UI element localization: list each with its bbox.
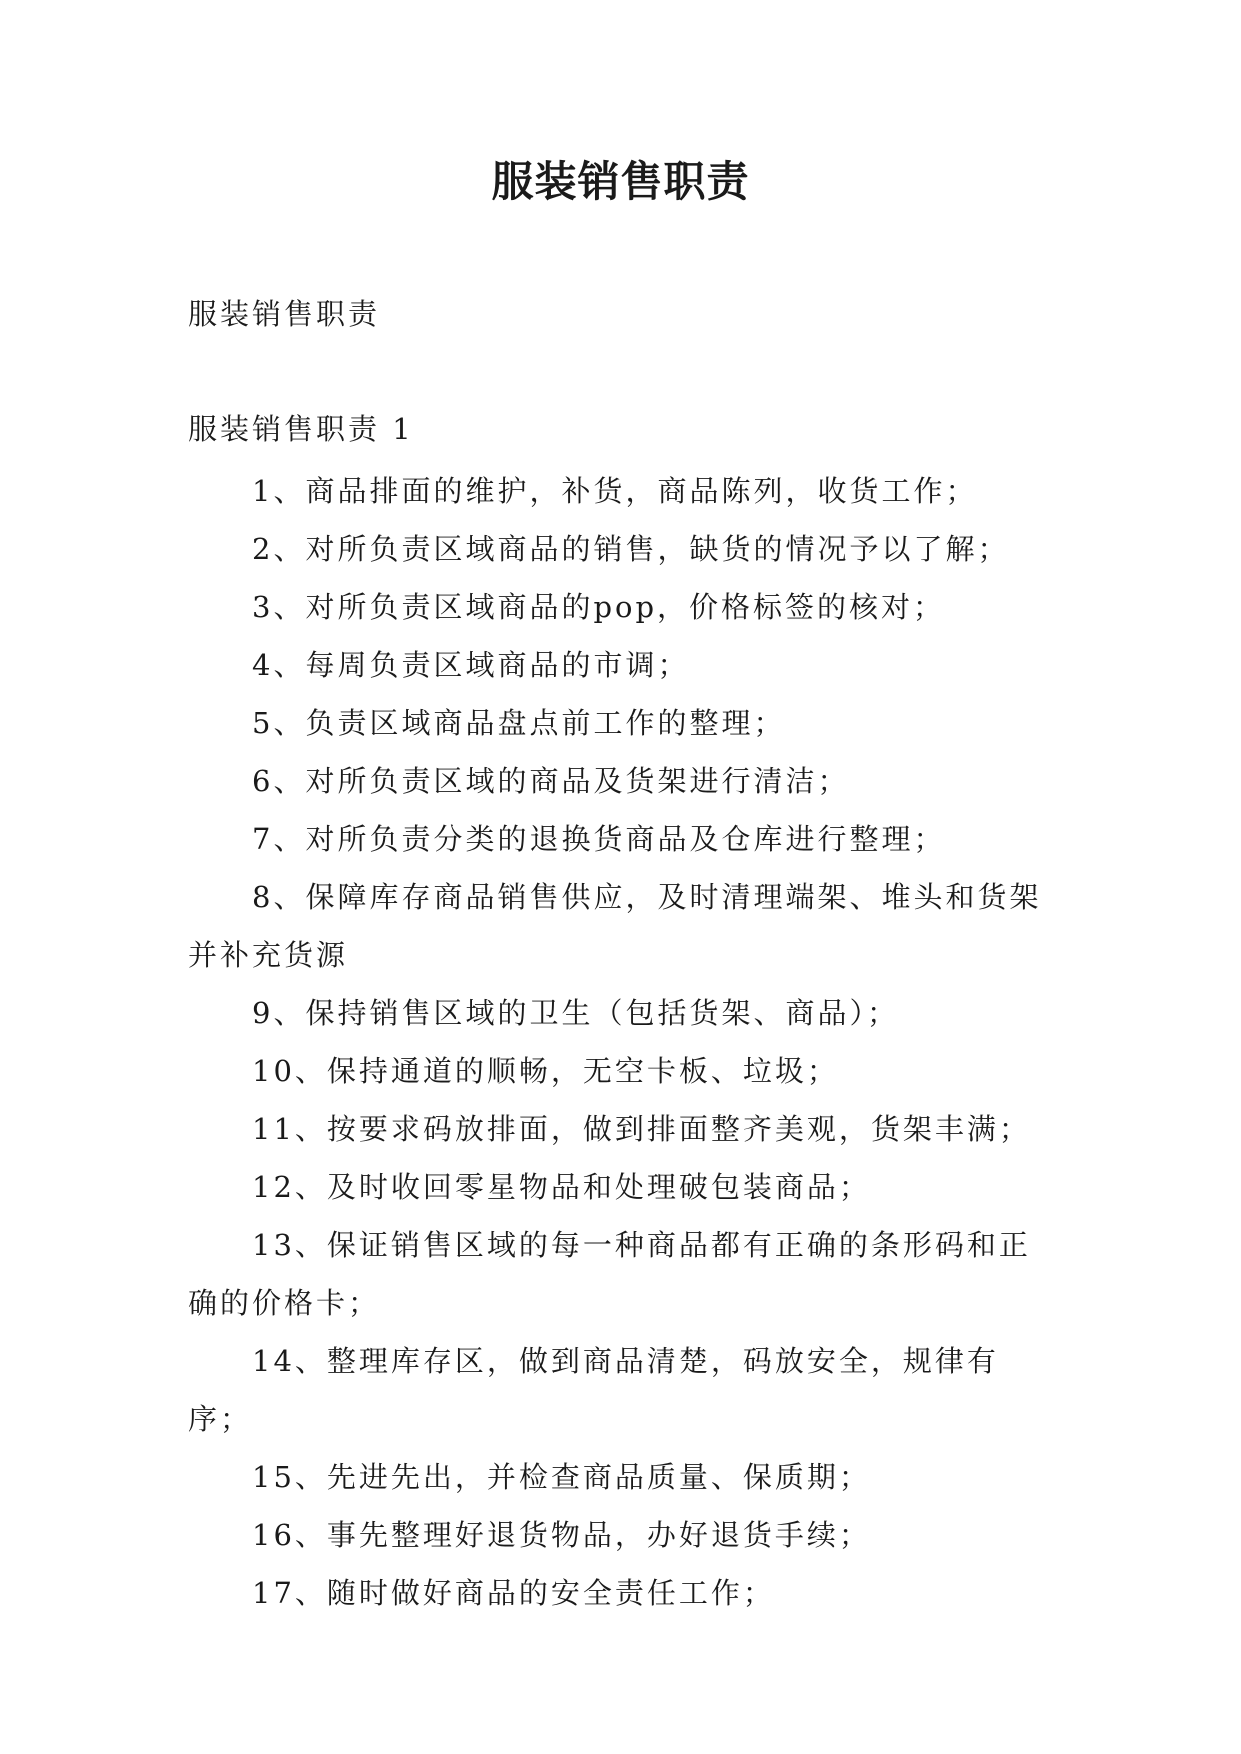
list-item: 4、每周负责区域商品的市调； <box>252 648 690 682</box>
list-item: 10、保持通道的顺畅，无空卡板、垃圾； <box>252 1054 839 1088</box>
list-item: 1、商品排面的维护，补货，商品陈列，收货工作； <box>252 474 978 508</box>
list-item: 17、随时做好商品的安全责任工作； <box>252 1576 775 1610</box>
list-item: 8、保障库存商品销售供应，及时清理端架、堆头和货架并补充货源 <box>188 880 1042 972</box>
document-subtitle: 服装销售职责 <box>188 297 381 331</box>
list-item: 15、先进先出，并检查商品质量、保质期； <box>252 1460 871 1494</box>
list-item: 6、对所负责区域的商品及货架进行清洁； <box>252 764 850 798</box>
list-item: 13、保证销售区域的每一种商品都有正确的条形码和正确的价格卡； <box>188 1228 1031 1320</box>
list-item: 7、对所负责分类的退换货商品及仓库进行整理； <box>252 822 946 856</box>
page-title: 服装销售职责 <box>491 157 750 206</box>
list-item: 12、及时收回零星物品和处理破包装商品； <box>252 1170 871 1204</box>
section-heading: 服装销售职责 1 <box>188 412 414 446</box>
responsibility-list <box>188 462 1054 1622</box>
list-item: 5、负责区域商品盘点前工作的整理； <box>252 706 786 740</box>
list-item: 16、事先整理好退货物品，办好退货手续； <box>252 1518 871 1552</box>
list-item: 9、保持销售区域的卫生（包括货架、商品）； <box>252 996 899 1030</box>
list-item: 11、按要求码放排面，做到排面整齐美观，货架丰满； <box>252 1112 1031 1146</box>
list-item: 14、整理库存区，做到商品清楚，码放安全，规律有序； <box>188 1344 999 1436</box>
list-item: 2、对所负责区域商品的销售，缺货的情况予以了解； <box>252 532 1010 566</box>
list-item: 3、对所负责区域商品的pop，价格标签的核对； <box>252 590 946 624</box>
